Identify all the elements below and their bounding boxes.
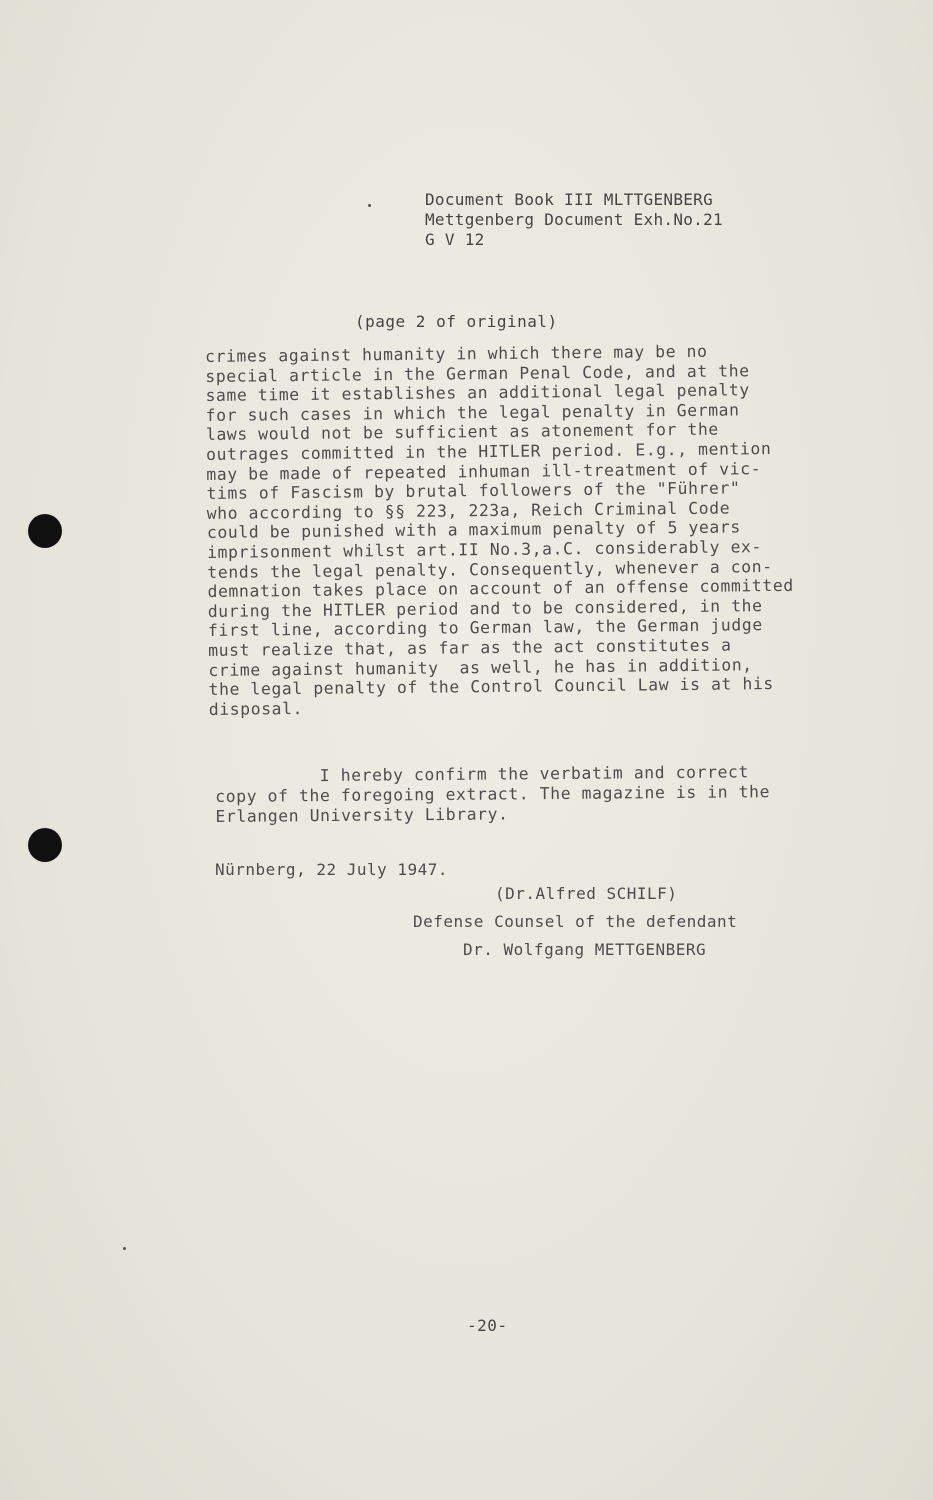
header-line-code: G V 12 [425,230,485,249]
header-line-exhibit: Mettgenberg Document Exh.No.21 [425,210,723,229]
body-line: could be punished with a maximum penalty of 5 years [206,517,741,543]
place-date: Nürnberg, 22 July 1947. [215,860,449,879]
body-line: tends the legal penalty. Consequently, whenever a con- [207,556,773,582]
body-line: for such cases in which the legal penalty in German [205,400,740,425]
body-line: outrages committed in the HITLER period. E.g., mention [206,439,772,464]
signature-client: Dr. Wolfgang METTGENBERG [463,940,707,959]
paper-speck [123,1247,126,1250]
body-line: disposal. [208,698,304,719]
signature-name: (Dr.Alfred SCHILF) [495,884,678,903]
body-line: during the HITLER period and to be considered, in the [207,595,763,621]
body-line: imprisonment whilst art.II No.3,a.C. considerably ex- [207,537,763,562]
body-line: may be made of repeated inhuman ill-treatment of vic- [206,458,762,484]
punch-hole-bottom [28,828,62,862]
body-line: special article in the German Penal Code, and at the [205,360,750,386]
body-line: same time it establishes an additional legal penalty [205,380,750,406]
signature-role: Defense Counsel of the defendant [413,912,738,931]
paper-speck [368,204,371,207]
body-line: who according to §§ 223, 223a, Reich Criminal Code [206,498,731,523]
confirmation-line: I hereby confirm the verbatim and correct [215,762,750,786]
confirmation-line: Erlangen University Library. [215,804,509,826]
body-line: crimes against humanity in which there may be no [205,341,708,366]
page-number: -20- [467,1316,508,1335]
body-line: must realize that, as far as the act constitutes a [208,635,732,660]
body-line: crime against humanity as well, he has in addition, [208,654,753,680]
body-line: laws would not be sufficient as atonement for the [205,419,719,445]
body-paragraph [205,340,869,719]
punch-hole-top [28,514,62,548]
body-line: demnation takes place on account of an offense committed [207,575,794,602]
confirmation-paragraph [215,762,770,827]
page-reference: (page 2 of original) [355,312,558,331]
body-line: first line, according to German law, the German judge [207,615,763,641]
confirmation-line: copy of the foregoing extract. The magazine is in the [215,782,771,806]
document-header [425,190,723,250]
body-line: tims of Fascism by brutal followers of the "Führer" [206,478,741,504]
body-line: the legal penalty of the Control Council Law is at his [208,674,774,700]
header-line-book: Document Book III MLTTGENBERG [425,190,714,209]
